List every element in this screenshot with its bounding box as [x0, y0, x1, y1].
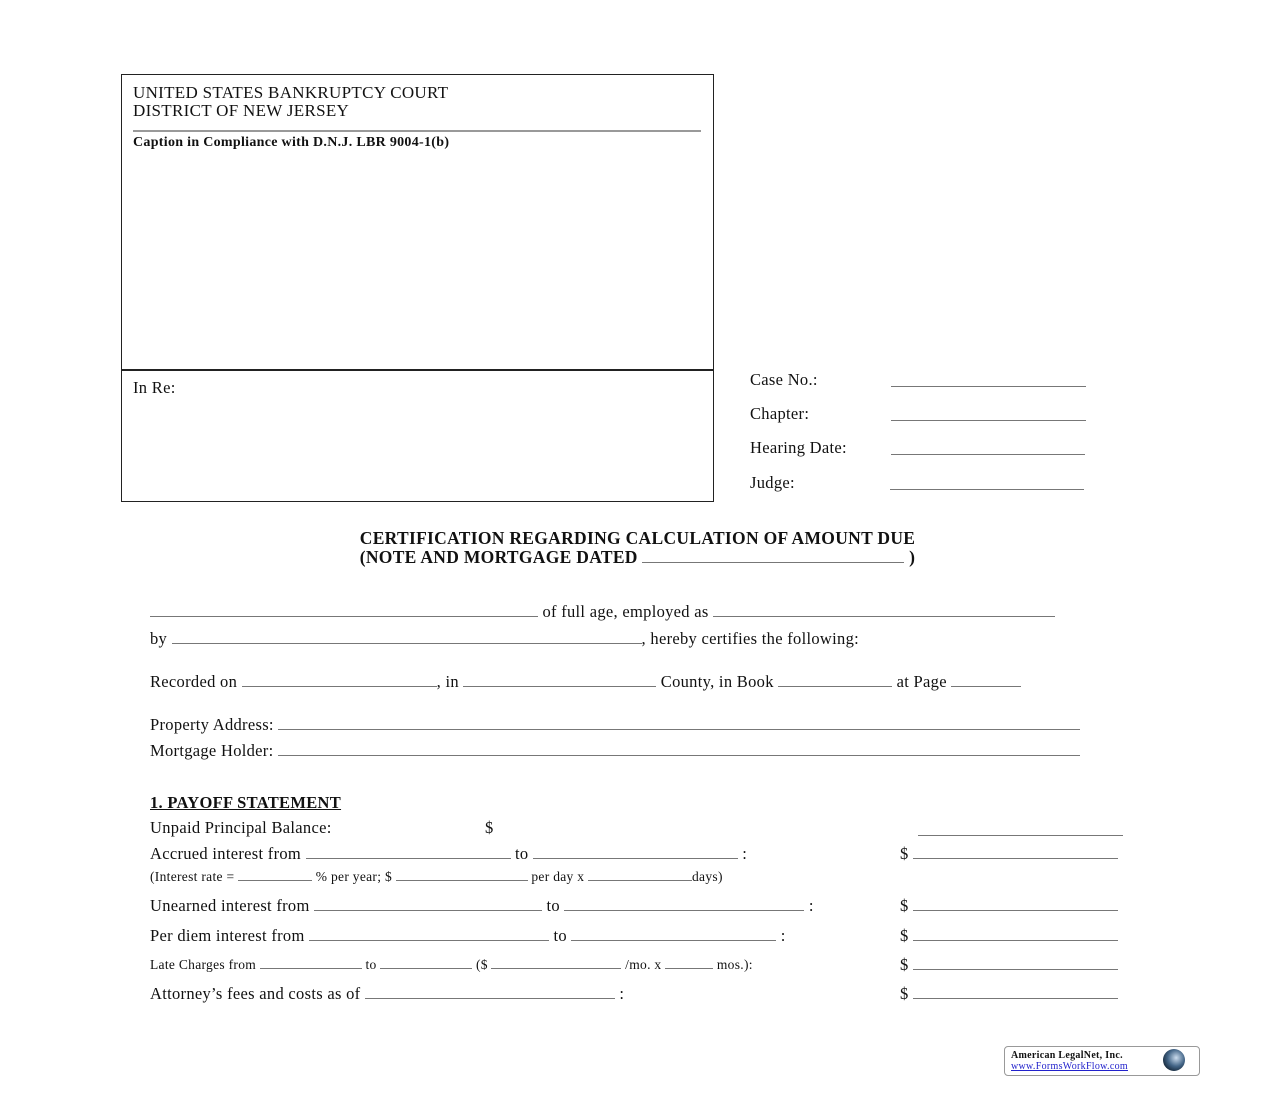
late-charges-row: Late Charges from to ($ /mo. x mos.):: [150, 957, 753, 972]
note-date-field[interactable]: [642, 548, 904, 563]
case-no-label: Case No.:: [750, 370, 818, 389]
district-name: DISTRICT OF NEW JERSEY: [133, 101, 350, 120]
book-field[interactable]: [778, 672, 892, 687]
unpaid-principal-row: Unpaid Principal Balance: $: [150, 818, 494, 837]
certifier-name-field[interactable]: [150, 602, 538, 617]
accrued-from-field[interactable]: [306, 844, 511, 859]
accrued-interest-row: Accrued interest from to :: [150, 844, 748, 863]
hearing-date-field[interactable]: [891, 440, 1085, 455]
mortgage-holder-line: Mortgage Holder:: [150, 741, 1080, 761]
chapter-field[interactable]: [891, 406, 1086, 421]
recording-line: Recorded on , in County, in Book at Page: [150, 672, 1021, 692]
recorded-on-field[interactable]: [242, 672, 437, 687]
late-amount-field[interactable]: [913, 955, 1118, 970]
accrued-amount-field[interactable]: [913, 844, 1118, 859]
attorney-amount-field[interactable]: [913, 984, 1118, 999]
county-field[interactable]: [463, 672, 656, 687]
attorney-fees-row: Attorney’s fees and costs as of :: [150, 984, 625, 1003]
per-diem-from-field[interactable]: [309, 926, 549, 941]
compliance-note: Caption in Compliance with D.N.J. LBR 9004-1(b): [133, 135, 450, 150]
per-diem-amount-field[interactable]: [913, 926, 1118, 941]
per-diem-row: Per diem interest from to :: [150, 926, 786, 945]
employer-line: by , hereby certifies the following:: [150, 629, 860, 648]
in-re-label: In Re:: [133, 378, 176, 397]
unearned-interest-row: Unearned interest from to :: [150, 896, 814, 915]
per-diem-to-field[interactable]: [571, 926, 776, 941]
late-from-field[interactable]: [260, 957, 362, 969]
unearned-to-field[interactable]: [564, 896, 804, 911]
document-title: CERTIFICATION REGARDING CALCULATION OF AMOUNT DUE: [359, 528, 916, 548]
unearned-amount: $: [900, 896, 1118, 916]
unpaid-principal-amount[interactable]: [918, 821, 1123, 836]
days-field[interactable]: [588, 869, 692, 881]
globe-logo-icon: [1163, 1049, 1185, 1071]
attorney-amount: $: [900, 984, 1118, 1004]
interest-rate-row: (Interest rate = % per year; $ per day x days): [150, 869, 723, 884]
accrued-to-field[interactable]: [533, 844, 738, 859]
accrued-amount: $: [900, 844, 1118, 864]
rate-field[interactable]: [238, 869, 312, 881]
footer-link[interactable]: www.FormsWorkFlow.com: [1011, 1061, 1128, 1072]
attorney-fees-date-field[interactable]: [365, 984, 615, 999]
payoff-heading: 1. PAYOFF STATEMENT: [150, 793, 342, 812]
late-monthly-field[interactable]: [491, 957, 621, 969]
employed-as-field[interactable]: [713, 602, 1055, 617]
employer-field[interactable]: [172, 629, 642, 644]
unearned-from-field[interactable]: [314, 896, 542, 911]
per-diem-amount: $: [900, 926, 1118, 946]
per-day-field[interactable]: [396, 869, 528, 881]
judge-field[interactable]: [890, 475, 1084, 490]
court-name: UNITED STATES BANKRUPTCY COURT: [133, 83, 449, 102]
late-to-field[interactable]: [380, 957, 472, 969]
document-subtitle: (NOTE AND MORTGAGE DATED ): [359, 547, 916, 567]
chapter-label: Chapter:: [750, 404, 810, 423]
caption-divider: [133, 130, 701, 132]
property-address-line: Property Address:: [150, 715, 1080, 735]
property-address-field[interactable]: [278, 715, 1080, 730]
case-no-field[interactable]: [891, 372, 1086, 387]
judge-label: Judge:: [750, 473, 795, 492]
mortgage-holder-field[interactable]: [278, 741, 1080, 756]
footer-company: American LegalNet, Inc.: [1011, 1050, 1123, 1061]
hearing-date-label: Hearing Date:: [750, 438, 847, 457]
in-re-box: [121, 369, 714, 502]
page-field[interactable]: [951, 672, 1021, 687]
footer-badge: [1004, 1046, 1200, 1076]
late-months-field[interactable]: [665, 957, 713, 969]
unearned-amount-field[interactable]: [913, 896, 1118, 911]
late-amount: $: [900, 955, 1118, 975]
certifier-line: of full age, employed as: [150, 602, 1055, 622]
